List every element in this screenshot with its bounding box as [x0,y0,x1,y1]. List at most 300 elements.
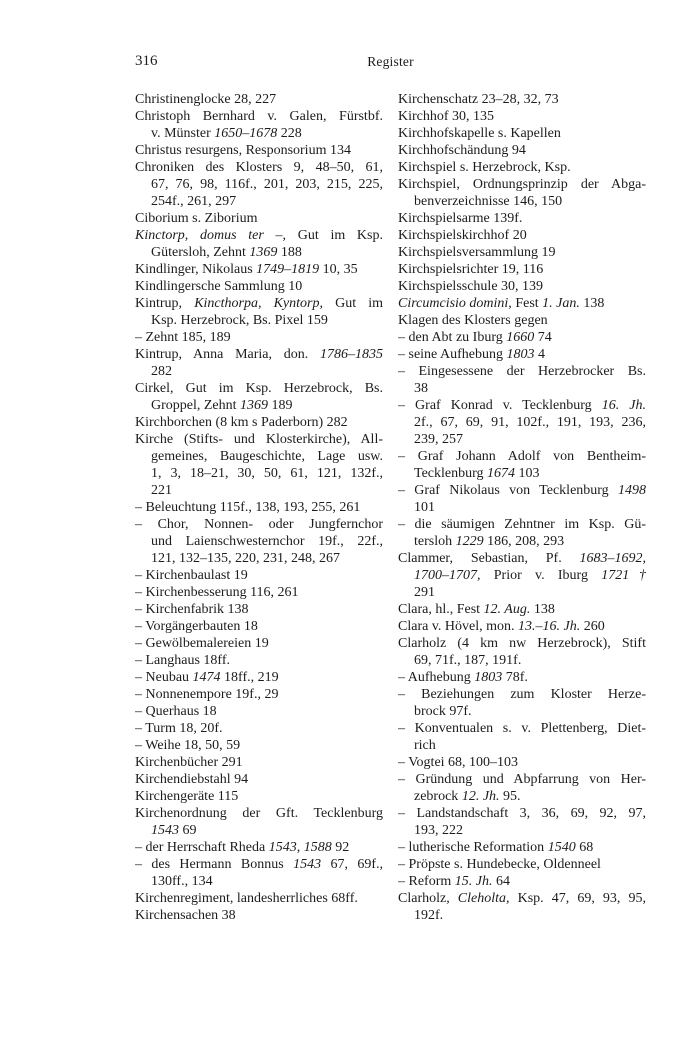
entry-line [135,176,383,193]
entry-text: Kirchborchen (8 km s Paderborn) 282 [135,415,348,430]
entry-text: – Graf Konrad v. Tecklenburg [398,398,602,413]
entry-text: Kirchspiel s. Herzebrock, Ksp. [398,160,571,175]
index-entry [135,754,383,771]
entry-text: Groppel, Zehnt [151,398,241,413]
entry-text: Gut im [322,296,383,311]
entry-text: – Nonnenempore 19f., 29 [135,687,279,702]
running-head: Register [367,54,414,69]
entry-line [135,601,383,618]
entry-text: 74 [534,330,552,345]
entry-line [398,210,646,227]
index-entry [398,720,646,754]
entry-text: Kirchspielsrichter 19, 116 [398,262,544,277]
index-entry [398,890,646,924]
entry-text: – Graf Nikolaus von Tecklenburg [398,483,618,498]
index-entry [398,669,646,686]
entry-text: – Chor, Nonnen- oder Jungfernchor [135,517,383,532]
entry-text: – Langhaus 18ff. [135,653,230,668]
entry-text: Christoph Bernhard v. Galen, Fürstbf. [135,109,383,124]
entry-text: Kirchendiebstahl 94 [135,772,249,787]
entry-text: 1474 [192,670,221,685]
entry-text: Kirche (Stifts- und Klosterkirche), All- [135,432,383,447]
index-entry [135,261,383,278]
entry-text: Chroniken des Klosters 9, 48–50, 61, [135,160,383,175]
entry-line [135,584,383,601]
entry-text: 254f., 261, 297 [151,194,237,209]
entry-line [398,193,646,210]
entry-text: Fest [511,296,543,311]
entry-text: Clarholz (4 km nw Herzebrock), Stift [398,636,646,651]
entry-line [135,329,383,346]
entry-line [135,142,383,159]
entry-text: – Beleuchtung 115f., 138, 193, 255, 261 [135,500,361,515]
entry-line [398,329,646,346]
entry-line [398,159,646,176]
entry-text: 239, 257 [414,432,463,447]
index-entry [135,635,383,652]
entry-text: – Aufhebung [398,670,475,685]
entry-text: tersloh [414,534,456,549]
entry-line [398,142,646,159]
entry-line [398,227,646,244]
entry-line [398,431,646,448]
entry-text: 64 [492,874,510,889]
entry-text: – der Herrschaft Rheda [135,840,269,855]
index-entry [398,210,646,227]
entry-text: 4 [534,347,545,362]
entry-line [398,91,646,108]
entry-line [398,278,646,295]
entry-line [398,635,646,652]
entry-line [398,346,646,363]
entry-line [398,312,646,329]
entry-text: brock 97f. [414,704,472,719]
entry-text: – Kirchenbaulast 19 [135,568,248,583]
index-entry [398,397,646,448]
entry-text: 15. Jh. [454,874,493,889]
index-entry [135,329,383,346]
index-entry [398,482,646,516]
entry-line [398,771,646,788]
entry-text: gemeines, Baugeschichte, Lage usw. [151,449,383,464]
entry-line [135,295,383,312]
entry-line [135,652,383,669]
entry-line [398,448,646,465]
entry-text: Christus resurgens, Responsorium 134 [135,143,351,158]
index-entry [398,295,646,312]
entry-text: – Gründung und Abpfarrung von Her- [398,772,646,787]
index-entry [398,108,646,125]
entry-line [135,839,383,856]
entry-text: Clarholz, [398,891,458,906]
entry-text: Cleholta, [457,891,510,906]
entry-text: Kirchhof 30, 135 [398,109,495,124]
index-entry [398,125,646,142]
index-entry [135,771,383,788]
index-entry [135,210,383,227]
entry-text: 138 [579,296,605,311]
entry-text: – Graf Johann Adolf von Bentheim- [398,449,646,464]
entry-line [135,618,383,635]
entry-text: Kirchenbücher 291 [135,755,243,770]
entry-text: Kintrup, Anna Maria, don. [135,347,320,362]
entry-text: 121, 132–135, 220, 231, 248, 267 [151,551,340,566]
entry-line [398,720,646,737]
index-entry [135,601,383,618]
entry-text: – Querhaus 18 [135,704,217,719]
entry-text: 69, 71f., 187, 191f. [414,653,522,668]
entry-text: 189 [268,398,293,413]
entry-line [398,261,646,278]
entry-text: Kirchhofskapelle s. Kapellen [398,126,561,141]
index-entry [135,346,383,380]
entry-text: Kindlingersche Sammlung 10 [135,279,303,294]
entry-line [398,414,646,431]
entry-text: – Kirchenfabrik 138 [135,602,249,617]
entry-line [398,754,646,771]
entry-text: Kirchspielsschule 30, 139 [398,279,544,294]
entry-text: Kirchhofschändung 94 [398,143,526,158]
index-entry [135,839,383,856]
entry-text: Ksp. Herzebrock, Bs. Pixel 159 [151,313,328,328]
entry-line [135,448,383,465]
index-entry [135,108,383,142]
index-entry [135,499,383,516]
entry-line [135,516,383,533]
index-entry [135,567,383,584]
entry-text: 78f. [502,670,528,685]
entry-line [398,482,646,499]
entry-text: Klagen des Klosters gegen [398,313,548,328]
entry-text: – Zehnt 185, 189 [135,330,231,345]
index-entry [398,516,646,550]
entry-text: und Laienschwesternchor 19f., 22f., [151,534,383,549]
entry-text: – Turm 18, 20f. [135,721,223,736]
entry-line [135,312,383,329]
entry-line [135,550,383,567]
index-entry [398,278,646,295]
entry-text: 192f. [414,908,444,923]
index-entry [398,346,646,363]
entry-text: 1721† [601,568,646,583]
index-entry [398,754,646,771]
index-entry [398,839,646,856]
entry-text: – Vorgängerbauten 18 [135,619,258,634]
entry-text: 1650–1678 [214,126,278,141]
entry-text: –, Gut im Ksp. [263,228,383,243]
entry-line [135,567,383,584]
entry-text: 68 [575,840,594,855]
entry-line [135,278,383,295]
entry-line [398,108,646,125]
entry-line [398,873,646,890]
index-entry [135,737,383,754]
entry-text: 38 [414,381,428,396]
index-entry [398,856,646,873]
entry-line [135,533,383,550]
index-entry [398,159,646,176]
index-entry [398,261,646,278]
entry-line [135,227,383,244]
entry-text: Ksp. 47, 69, 93, 95, [509,891,646,906]
entry-text: 1540 [547,840,576,855]
entry-line [398,533,646,550]
entry-line [398,295,646,312]
page-number: 316 [135,53,158,69]
entry-text: Kirchspielsversammlung 19 [398,245,556,260]
entry-line [135,788,383,805]
entry-text: 1749–1819 [256,262,320,277]
entry-line [398,601,646,618]
index-entry [398,805,646,839]
entry-text: – Kirchenbesserung 116, 261 [135,585,299,600]
index-entry [135,431,383,499]
index-entry [398,686,646,720]
index-entry [135,652,383,669]
index-entry [135,516,383,567]
entry-line [135,244,383,261]
entry-line [135,737,383,754]
index-entry [398,176,646,210]
entry-line [398,567,646,584]
entry-line [398,618,646,635]
entry-line [135,805,383,822]
entry-line [398,652,646,669]
entry-line [135,193,383,210]
entry-text: zebrock [414,789,462,804]
index-entry [398,312,646,329]
entry-text: 12. Jh. [461,789,500,804]
entry-text: 2f., 67, 69, 91, 102f., 191, 193, 236, [414,415,646,430]
index-entry [135,686,383,703]
entry-line [135,414,383,431]
entry-text: – Reform [398,874,455,889]
entry-text: Kirchenregiment, landesherrliches 68ff. [135,891,358,906]
entry-text: 95. [499,789,521,804]
entry-text: – die säumigen Zehntner im Ksp. Gü- [398,517,646,532]
entry-line [398,737,646,754]
entry-text: – des Hermann Bonnus [135,857,294,872]
entry-text: rich [414,738,436,753]
entry-text: 103 [515,466,540,481]
entry-line [135,720,383,737]
index-entry [135,142,383,159]
entry-line [135,822,383,839]
entry-text: 1803 [474,670,503,685]
entry-text: 193, 222 [414,823,463,838]
entry-text: – Pröpste s. Hundebecke, Oldenneel [398,857,601,872]
entry-line [398,686,646,703]
index-entry [135,380,383,414]
index-entry [398,142,646,159]
entry-text: benverzeichnisse 146, 150 [414,194,563,209]
entry-text: Cirkel, Gut im Ksp. Herzebrock, Bs. [135,381,383,396]
entry-line [135,261,383,278]
entry-text: – Beziehungen zum Kloster Herze- [398,687,646,702]
entry-text: 1369 [249,245,278,260]
entry-line [135,380,383,397]
entry-text: 282 [151,364,172,379]
entry-line [135,856,383,873]
entry-line [135,873,383,890]
entry-text: – den Abt zu Iburg [398,330,507,345]
entry-line [135,108,383,125]
entry-text: Kirchengeräte 115 [135,789,239,804]
index-entry [398,363,646,397]
entry-text: 67, 69f., [321,857,383,872]
entry-text: 130ff., 134 [151,874,213,889]
entry-text: 228 [277,126,302,141]
entry-line [135,635,383,652]
entry-line [398,244,646,261]
index-entry [135,805,383,839]
entry-text: – Neubau [135,670,193,685]
entry-text: Clara v. Hövel, mon. [398,619,519,634]
index-entry [398,91,646,108]
entry-line [398,856,646,873]
entry-text: 1700–1707, [414,568,481,583]
index-entry [398,448,646,482]
entry-text: – Landstandschaft 3, 36, 69, 92, 97, [398,806,646,821]
entry-text: 1229 [455,534,484,549]
index-entry [135,414,383,431]
entry-text: 18ff., 219 [220,670,279,685]
entry-text: Tecklenburg [414,466,488,481]
entry-text: – Vogtei 68, 100–103 [398,755,519,770]
index-entry [398,329,646,346]
index-entry [135,669,383,686]
entry-text: 10, 35 [319,262,358,277]
entry-line [135,754,383,771]
index-entry [135,703,383,720]
entry-text: Christinenglocke 28, 227 [135,92,277,107]
index-entry [135,788,383,805]
entry-text: Kirchensachen 38 [135,908,236,923]
entry-text: – Eingesessene der Herzebrocker Bs. [398,364,646,379]
entry-text: Prior v. Iburg [480,568,602,583]
entry-line [398,176,646,193]
entry-text: 1674 [487,466,516,481]
entry-text: – Weihe 18, 50, 59 [135,738,241,753]
index-entry [135,227,383,261]
entry-line [135,771,383,788]
entry-line [398,805,646,822]
index-entry [135,890,383,907]
entry-line [135,703,383,720]
entry-line [135,346,383,363]
entry-line [398,907,646,924]
entry-text: Kirchspielskirchhof 20 [398,228,527,243]
entry-text: Kintrup, [135,296,195,311]
entry-line [135,91,383,108]
entry-text: Gütersloh, Zehnt [151,245,250,260]
entry-line [135,669,383,686]
entry-text: Ciborium s. Ziborium [135,211,258,226]
entry-line [135,890,383,907]
entry-text: 1543 [293,857,322,872]
entry-line [398,788,646,805]
index-entry [398,227,646,244]
entry-text: – Gewölbemalereien 19 [135,636,269,651]
entry-line [135,686,383,703]
index-entry [135,295,383,329]
index-entry [398,618,646,635]
entry-line [135,907,383,924]
entry-line [398,669,646,686]
index-entry [135,159,383,210]
index-entry [135,720,383,737]
index-entry [398,244,646,261]
entry-line [135,210,383,227]
entry-text: 291 [414,585,435,600]
index-column-left [135,91,383,924]
entry-line [398,380,646,397]
entry-text: Kindlinger, Nikolaus [135,262,257,277]
entry-line [398,703,646,720]
index-entry [398,873,646,890]
entry-line [135,431,383,448]
entry-text: 67, 76, 98, 116f., 201, 203, 215, 225, [151,177,383,192]
entry-line [135,363,383,380]
entry-text: Kincthorpa, Kyntorp, [194,296,323,311]
entry-line [398,363,646,380]
index-entry [398,635,646,669]
entry-text: 1683–1692, [579,551,646,566]
entry-text: Kirchenordnung der Gft. Tecklenburg [135,806,383,821]
entry-text: 12. Aug. [483,602,531,617]
entry-line [398,584,646,601]
index-entry [135,856,383,890]
index-entry [135,618,383,635]
entry-text: 1, 3, 18–21, 30, 50, 61, 121, 132f., [151,466,383,481]
entry-text: Kirchspiel, Ordnungsprinzip der Abga- [398,177,646,192]
index-entry [135,278,383,295]
entry-text: 1786–1835 [320,347,383,362]
entry-text: – lutherische Reformation [398,840,548,855]
entry-line [398,499,646,516]
entry-text: – Konventualen s. v. Plettenberg, Diet- [398,721,646,736]
entry-text: 1660 [506,330,535,345]
entry-text: 1. Jan. [542,296,580,311]
entry-text: 221 [151,483,172,498]
entry-text: 188 [277,245,302,260]
entry-line [398,465,646,482]
entry-text: 92 [331,840,350,855]
entry-text: Clara, hl., Fest [398,602,484,617]
entry-line [398,125,646,142]
entry-line [398,822,646,839]
entry-text: 69 [179,823,197,838]
entry-text: Kirchspielsarme 139f. [398,211,523,226]
index-column-right [398,91,646,924]
entry-text: 138 [530,602,555,617]
entry-text: 1498 [618,483,646,498]
entry-line [135,159,383,176]
index-entry [135,907,383,924]
entry-text: 1543, 1588 [268,840,332,855]
entry-line [135,397,383,414]
entry-text: 186, 208, 293 [483,534,565,549]
entry-line [398,397,646,414]
entry-text: 1369 [240,398,269,413]
entry-text: 101 [414,500,435,515]
entry-text: Kinctorp, domus ter [135,228,264,243]
entry-text: 1803 [506,347,535,362]
entry-line [398,839,646,856]
entry-text: 16. Jh. [601,398,646,413]
index-entry [398,771,646,805]
index-entry [398,550,646,601]
